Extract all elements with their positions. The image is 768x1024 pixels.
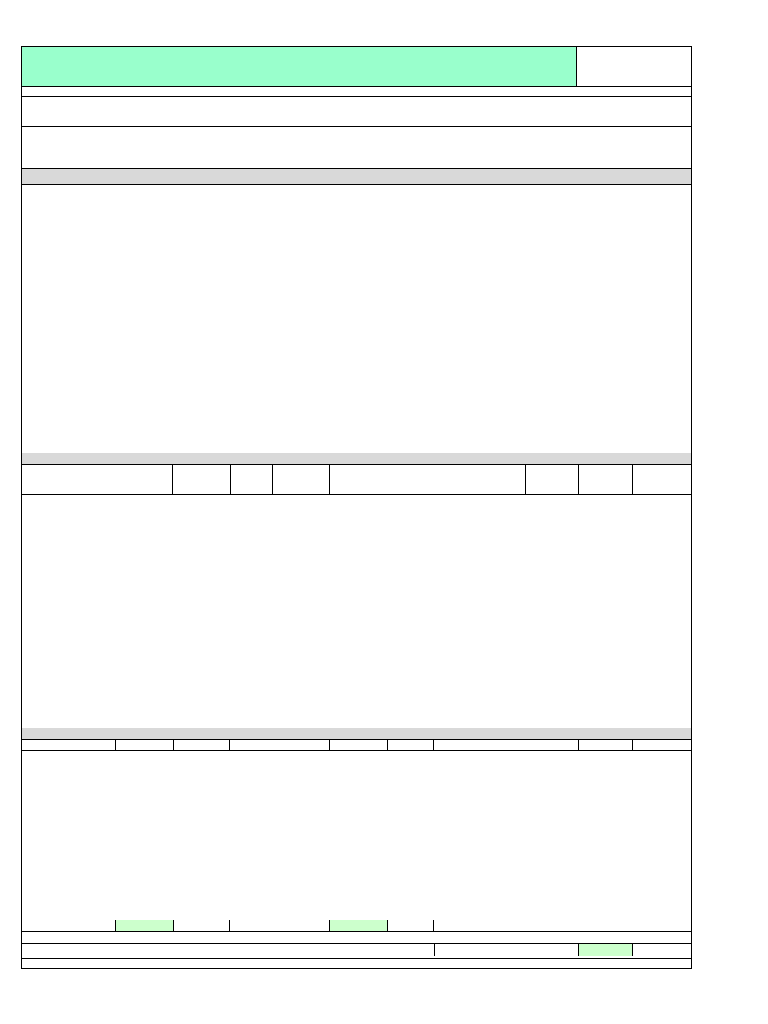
section-4-totals-row (22, 920, 691, 932)
total-income-value (116, 920, 174, 931)
dated-field[interactable] (578, 47, 691, 86)
income-header (22, 740, 116, 750)
total-contingent-poj[interactable] (633, 943, 691, 956)
expenditures-header (230, 740, 330, 750)
assets-dollars-header (173, 465, 231, 494)
total-expenditures-label (230, 920, 330, 931)
assets-party-header (231, 465, 273, 494)
income-amount-header (116, 740, 174, 750)
liabilities-joint-header (633, 465, 691, 494)
total-income-poj[interactable] (174, 920, 230, 931)
section-3-header (22, 453, 691, 465)
contingent-amount-header (579, 740, 633, 750)
instruction-box-1 (22, 97, 691, 127)
total-contingent-label (434, 943, 579, 956)
total-expenditures-value (330, 920, 388, 931)
section-1-2-header (22, 169, 691, 185)
income-poj-header (174, 740, 230, 750)
section-3-column-headers (22, 465, 691, 495)
section-4-column-headers (22, 740, 691, 751)
total-contingent-value (579, 943, 633, 956)
total-expenditures-poj[interactable] (388, 920, 434, 931)
important-notice (22, 87, 691, 97)
liabilities-header (330, 465, 526, 494)
total-income-label (22, 920, 116, 931)
footer-note (22, 958, 691, 968)
contingent-poj-header (633, 740, 691, 750)
header-band (22, 47, 577, 86)
expenditures-amount-header (330, 740, 388, 750)
expenditures-poj-header (388, 740, 434, 750)
instruction-box-2 (22, 127, 691, 169)
section-4-header (22, 728, 691, 740)
financial-statement-form (21, 46, 692, 969)
liabilities-dollars-header (526, 465, 579, 494)
assets-header (22, 465, 173, 494)
assets-joint-header (273, 465, 330, 494)
liabilities-party-header (579, 465, 633, 494)
describe-label (434, 920, 691, 931)
form-header (22, 47, 691, 87)
contingent-header (434, 740, 579, 750)
section-4-bottom-row (22, 944, 691, 958)
